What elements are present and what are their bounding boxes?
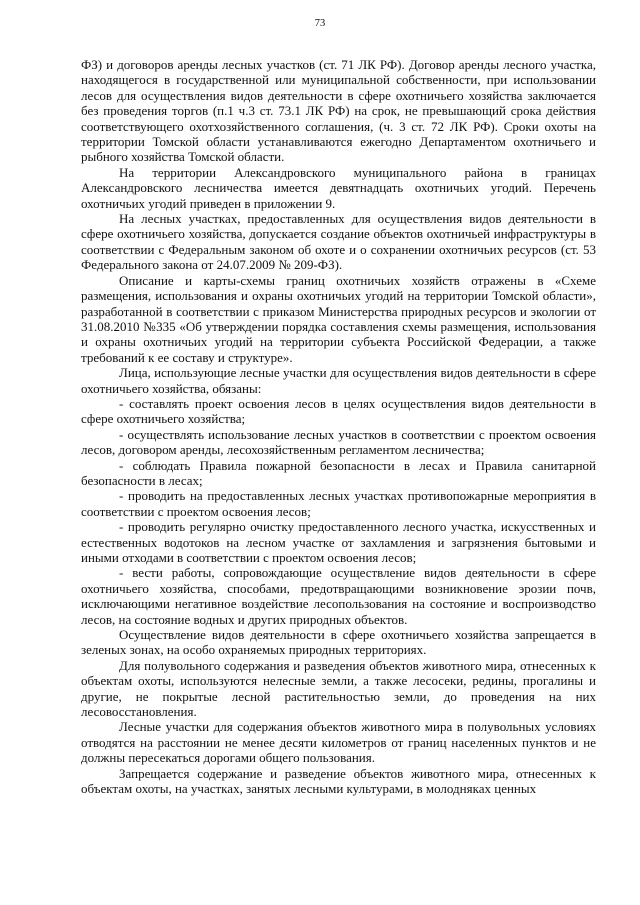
paragraph: Лица, использующие лесные участки для осуществления видов деятельности в сфере охотничьего хозяйства, обязаны: [81, 365, 596, 396]
paragraph: Лесные участки для содержания объектов животного мира в полувольных условиях отводятся на расстоянии не менее десяти километров от границ населенных пунктов и не должны пересекаться дорогами общего пользования. [81, 719, 596, 766]
paragraph: Для полувольного содержания и разведения объектов животного мира, отнесенных к объектам охоты, используются нелесные земли, а также лесосеки, редины, прогалины и другие, не покрытые лесной растительностью земли, до проведения на них лесовосстановления. [81, 657, 596, 720]
paragraph: ФЗ) и договоров аренды лесных участков (ст. 71 ЛК РФ). Договор аренды лесного участка, находящегося в государственной или муниципальной собственности, при использовании лесов для осуществления видов деятельности в сфере охотничьего хозяйства заключается без проведения торгов (п.1 ч.3 ст. 73.1 ЛК РФ) на срок, не превышающий срока действия соответствующего охотхозяйственного соглашения, (ч. 3 ст. 72 ЛК РФ). Сроки охоты на территории Томской области устанавливаются ежегодно Департаментом охотничьего и рыбного хозяйства Томской области. [81, 57, 596, 165]
list-item: - проводить регулярно очистку предоставленного лесного участка, искусственных и естественных водотоков на лесном участке от захламления и загрязнения бытовыми и иными отходами в соответствии с проектом освоения лесов; [81, 519, 596, 565]
paragraph: На лесных участках, предоставленных для осуществления видов деятельности в сфере охотничьего хозяйства, допускается создание объектов охотничьей инфраструктуры в соответствии с Федеральным законом об охоте и о сохранении охотничьих ресурсов (ст. 53 Федерального закона от 24.07.2009 № 209-ФЗ). [81, 211, 596, 273]
paragraph: Осуществление видов деятельности в сфере охотничьего хозяйства запрещается в зеленых зонах, на особо охраняемых природных территориях. [81, 627, 596, 658]
paragraph: Описание и карты-схемы границ охотничьих хозяйств отражены в «Схеме размещения, использования и охраны охотничьих угодий на территории Томской области», разработанной в соответствии с приказом Министерства природных ресурсов и экологии от 31.08.2010 №335 «Об утверждении порядка составления схемы размещения, использования и охраны охотничьих угодий на территории субъекта Российской Федерации, а также требований к ее составу и структуре». [81, 272, 596, 365]
list-item: - составлять проект освоения лесов в целях осуществления видов деятельности в сфере охотничьего хозяйства; [81, 395, 596, 427]
document-body [81, 57, 596, 797]
list-item: - осуществлять использование лесных участков в соответствии с проектом освоения лесов, договором аренды, лесохозяйственным регламентом лесничества; [81, 426, 596, 458]
paragraph: На территории Александровского муниципального района в границах Александровского лесничества имеется девятнадцать охотничьих угодий. Перечень охотничьих угодий приведен в приложении 9. [81, 164, 596, 211]
list-item: - соблюдать Правила пожарной безопасности в лесах и Правила санитарной безопасности в лесах; [81, 457, 596, 488]
paragraph: Запрещается содержание и разведение объектов животного мира, отнесенных к объектам охоты, на участках, занятых лесными культурами, в молодняках ценных [81, 765, 596, 797]
page-number: 73 [314, 18, 326, 29]
list-item: - вести работы, сопровождающие осуществление видов деятельности в сфере охотничьего хозяйства, способами, предотвращающими возникновение эрозии почв, исключающими негативное воздействие лесопользования на состояние и воспроизводство лесов, на состояние водных и других природных объектов. [81, 565, 596, 627]
list-item: - проводить на предоставленных лесных участках противопожарные мероприятия в соответствии с проектом освоения лесов; [81, 488, 596, 519]
